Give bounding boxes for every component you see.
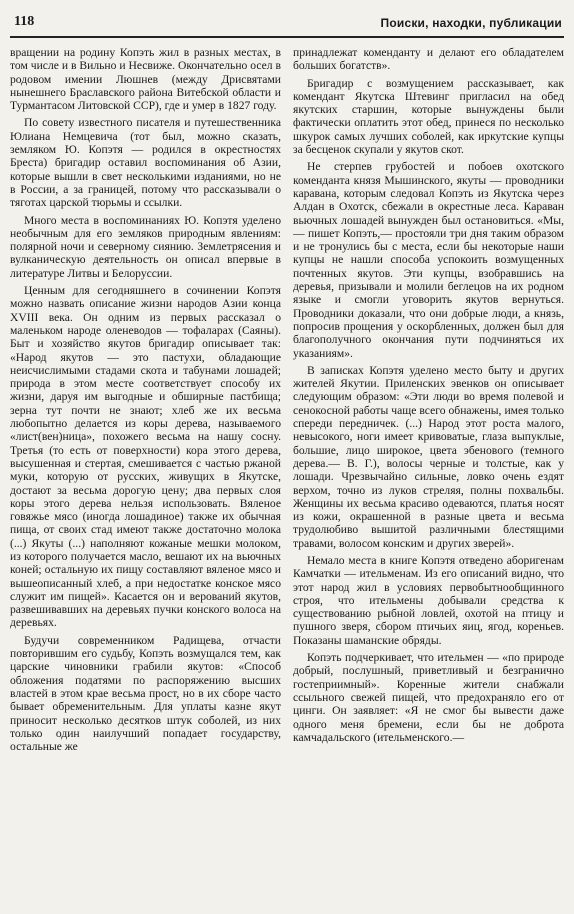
text-columns <box>10 46 564 914</box>
paragraph: вращении на родину Копэть жил в разных местах, в том числе и в Вильно и Несвиже. Окончательно осел в родовом имении Люшнев (между Дрисвятами нынешнего Браславского района Витебской области и Турмантасом Литовской ССР), где и умер в 1827 году. <box>10 46 281 113</box>
paragraph: В записках Копэтя уделено место быту и других жителей Якутии. Приленских эвенков он описывает следующим образом: «Эти люди во время полевой и сенокосной работы чаще всего обнажены, имея только спереди передничек. (...) Народ этот роста малого, невысокого, ноги имеет кривоватые, глаза выпуклые, большие, лицо широкое, цвета эбенового (темного дерева.— В. Г.), волосы черные и толстые, как у лошади. Чрезвычайно сильные, ловко очень ездят верхом, точно из луков стреляя, полны похвальбы. Женщины их весьма красиво одеваются, платья носят из кожи, окрашенной в разные цвета и весьма трудолюбиво вышитой различными блестящими травами, волосом конским и других зверей». <box>293 363 564 550</box>
left-column <box>10 46 281 914</box>
paragraph: Копэть подчеркивает, что ительмен — «по природе добрый, послушный, приветливый и безгранично гостеприимный». Коренные жители снабжали ссыльного свежей пищей, что предохраняло его от цинги. Он заявляет: «Я не смог бы вывести даже одного меня бремени, если бы не доброта камчадальского (ительменского.— <box>293 651 564 744</box>
paragraph: принадлежат коменданту и делают его обладателем больших богатств». <box>293 46 564 73</box>
paragraph: Бригадир с возмущением рассказывает, как комендант Якутска Штевинг пригласил на обед якутских старшин, которые вынуждены были фактически оплатить этот обед, принеся по несколько шкурок самых лучших соболей, как иркутские купцы за бесценок скупали у якутов скот. <box>293 76 564 157</box>
paragraph: Много места в воспоминаниях Ю. Копэтя уделено необычным для его земляков природным явлениям: полярной ночи и северному сиянию. Землетрясения и вулканическую деятельность он описал впервые в литературе Литвы и Белоруссии. <box>10 213 281 280</box>
paragraph: Будучи современником Радищева, отчасти повторившим его судьбу, Копэть возмущался тем, как царские чиновники грабили якутов: «Способ обложения податями по распоряжению высших властей в этом крае весьма прост, но в их сборе часто бывает обременительным. Для уплаты казне якут приносит несколько десятков штук соболей, из них только один наилучший попадает государству, остальные же <box>10 633 281 754</box>
running-title: Поиски, находки, публикации <box>380 16 562 30</box>
right-column <box>293 46 564 914</box>
paragraph: Не стерпев грубостей и побоев охотского коменданта князя Мышинского, якуты — проводники каравана, которым следовал Копэть из Якутска через Алдан в Охотск, сбежали в окрестные леса. Караван вьючных лошадей вынужден был остановиться. «Мы,— пишет Копэть,— простояли три дня таким образом и не тронулись бы с места, если бы некоторые наши купцы не нашли способа успокоить возмущенных почтенных якутов. Эти купцы, взобравшись на деревья, призывали и молили беглецов на их родном языке и смогли уговорить якутов вернуться. Проводники доказали, что они добрые люди, а князь, попросив прощения у оскорбленных, должен был для благополучного окончания пути подчиняться их указаниям». <box>293 160 564 360</box>
paragraph: По совету известного писателя и путешественника Юлиана Немцевича (тот был, можно сказать, земляком Ю. Копэтя — родился в окрестностях Бреста) бригадир оставил воспоминания об Азии, которые вышли в свет несколькими изданиями, но не в России, а за границей, потому что рассказывали о тяготах царской тюрьмы и ссылки. <box>10 116 281 210</box>
paragraph: Ценным для сегодняшнего в сочинении Копэтя можно назвать описание жизни народов Азии конца XVIII века. Он одним из первых рассказал о маленьком народе оленеводов — тофаларах (Саяны). Быт и хозяйство якутов бригадир описывает так: «Народ якутов — это пастухи, обладающие неисчислимыми стадами скота и табунами лошадей; природа в этом месте соответствует способу их жизни, даруя им выгодные и обширные пастбища; зерна тут почти не знают; хлеб же их весьма любопытно делается из коры дерева, называемого «лист(вен)ница», похожего весьма на нашу сосну. Третья (то есть от поверхности) кора этого дерева, высушенная и стертая, смешивается с частью ржаной муки, которую от русских, живущих в Якутске, достают за весьма дорогую цену; два первых слоя коры этого дерева нельзя использовать. Вяленое говяжье мясо (иногда лошадиное) также их обычная пища, от своих стад имеют также достаточно молока (...) Якуты (...) наполняют кожаные мешки молоком, из которого получается масло, вешают их на вьючных коней; остальную их пищу составляют вяленое мясо и вышеописанный хлеб, а при недостатке конское мясо служит им пищей». Касается он и верований якутов, развешивавших на деревьях пучки конского волоса на деревьях. <box>10 284 281 630</box>
page-number: 118 <box>14 14 35 29</box>
paragraph: Немало места в книге Копэтя отведено аборигенам Камчатки — ительменам. Из его описаний видно, что этот народ жил в условиях первобытнообщинного строя, что ительмены добывали средства к существованию рыбной ловлей, охотой на птицу и пушного зверя, сбором птичьих яиц, ягод, кореньев. Показаны шаманские обряды. <box>293 553 564 647</box>
page-header <box>10 10 564 38</box>
